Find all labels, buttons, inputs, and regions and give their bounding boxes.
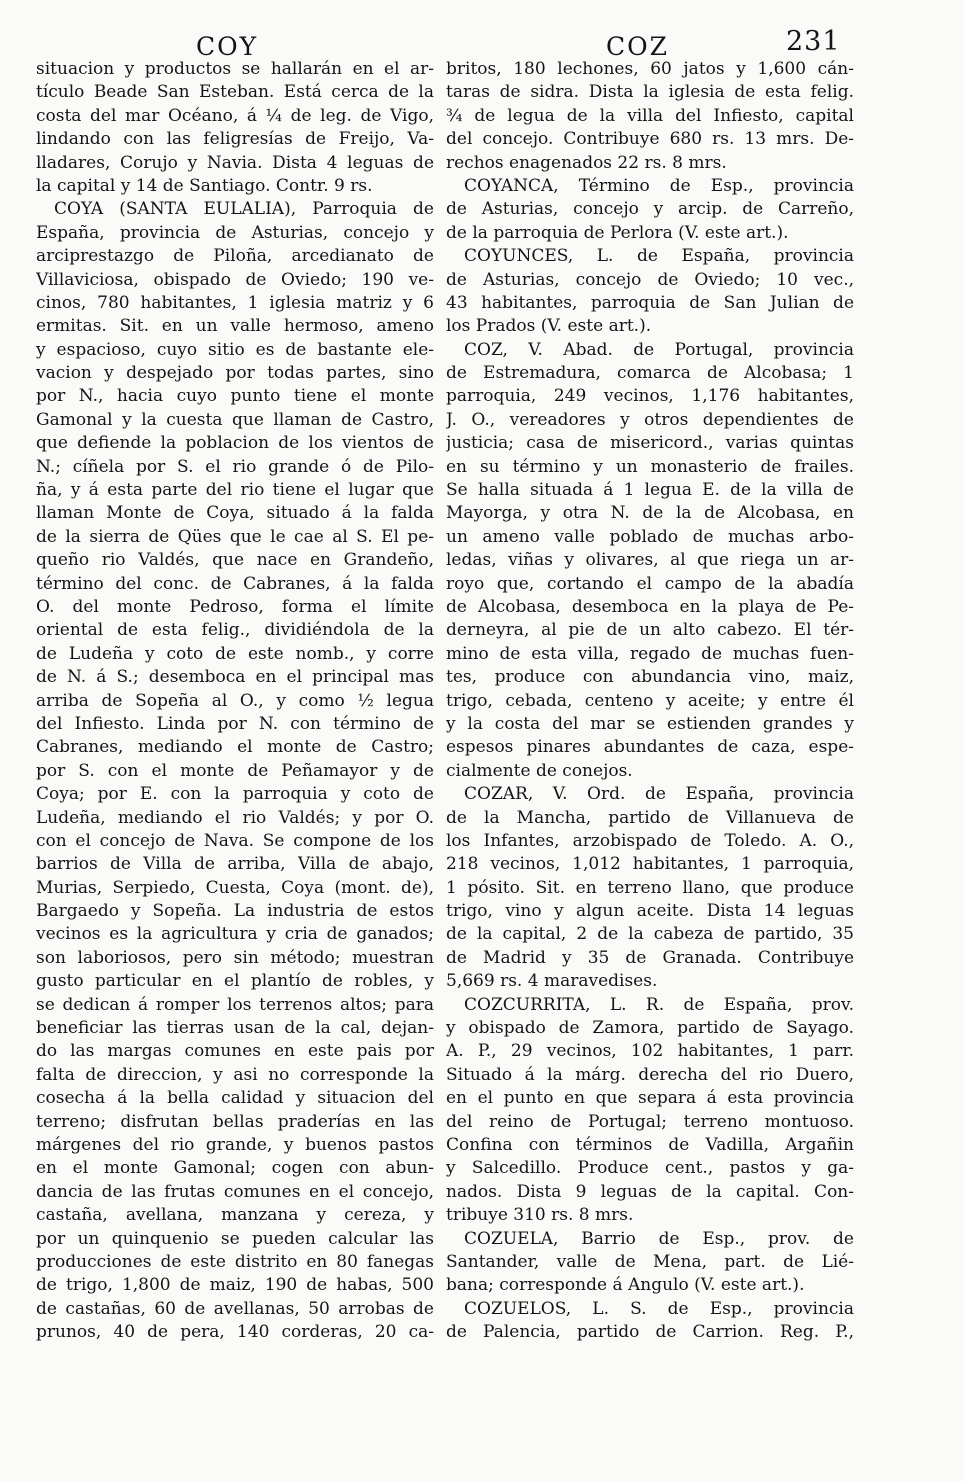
text-line: dancia de las frutas comunes en el concejo, [36, 1181, 434, 1202]
text-line: Confina con términos de Vadilla, Argañin [446, 1134, 854, 1155]
text-line: Bargaedo y Sopeña. La industria de estos [36, 901, 434, 922]
text-line: se dedican á romper los terrenos altos; para [36, 994, 434, 1015]
text-line: costa del mar Océano, á ¼ de leg. de Vigo, [36, 105, 434, 126]
text-line: Villaviciosa, obispado de Oviedo; 190 ve- [36, 269, 434, 290]
text-line: la capital y 14 de Santiago. Contr. 9 rs. [36, 175, 373, 196]
text-line: lladares, Corujo y Navia. Dista 4 leguas de [36, 152, 434, 173]
text-line: castaña, avellana, manzana y cereza, y [36, 1205, 434, 1226]
text-line: cialmente de conejos. [446, 760, 633, 781]
text-line: término del conc. de Cabranes, á la falda [36, 573, 434, 594]
text-line: ledas, viñas y olivares, al que riega un ar- [446, 550, 854, 571]
text-line: los Prados (V. este art.). [446, 316, 652, 337]
text-line: Santander, valle de Mena, part. de Lié- [446, 1251, 854, 1272]
text-line: vacion y despejado por todas partes, sino [36, 363, 434, 384]
text-line: y espacioso, cuyo sitio es de bastante ele- [36, 339, 434, 360]
text-line: COYANCA, Término de Esp., provincia [464, 175, 854, 196]
text-line: falta de direccion, y asi no corresponde la [36, 1064, 434, 1085]
text-line: de la Mancha, partido de Villanueva de [446, 807, 854, 828]
text-line: taras de sidra. Dista la iglesia de esta felig. [446, 82, 854, 103]
text-line: COZCURRITA, L. R. de España, prov. [464, 994, 854, 1015]
text-line: A. P., 29 vecinos, 102 habitantes, 1 parr. [446, 1041, 854, 1062]
text-line: del Infiesto. Linda por N. con término de [36, 713, 434, 734]
text-line: son laboriosos, pero sin método; muestran [36, 947, 434, 968]
text-line: los Infantes, arzobispado de Toledo. A. O., [446, 830, 854, 851]
text-line: de castañas, 60 de avellanas, 50 arrobas de [36, 1298, 434, 1319]
text-line: Situado á la márg. derecha del rio Duero, [446, 1064, 854, 1085]
text-line: justicia; casa de misericord., varias quintas [446, 433, 854, 454]
text-line: del reino de Portugal; terreno montuoso. [446, 1111, 854, 1132]
text-line: trigo, cebada, centeno y aceite; y entre él [446, 690, 854, 711]
text-line: un ameno valle poblado de muchas arbo- [446, 526, 854, 547]
text-line: situacion y productos se hallarán en el ar- [36, 59, 434, 79]
text-line: Ludeña, mediando el rio Valdés; y por O. [36, 807, 434, 828]
text-line: rechos enagenados 22 rs. 8 mrs. [446, 152, 727, 173]
text-line: COZUELA, Barrio de Esp., prov. de [464, 1228, 854, 1249]
text-line: producciones de este distrito en 80 fanegas [36, 1251, 434, 1272]
text-line: del concejo. Contribuye 680 rs. 13 mrs. De- [446, 129, 854, 150]
text-line: de trigo, 1,800 de maiz, 190 de habas, 500 [36, 1275, 434, 1296]
text-line: cosecha á la bella calidad y situacion del [36, 1088, 434, 1109]
text-line: y obispado de Zamora, partido de Sayago. [446, 1018, 854, 1039]
text-line: de Ludeña y coto de este nomb., y corre [36, 643, 434, 664]
text-line: nados. Dista 9 leguas de la capital. Con- [446, 1181, 854, 1202]
text-line: Murias, Serpiedo, Cuesta, Coya (mont. de), [36, 877, 434, 898]
text-line: tribuye 310 rs. 8 mrs. [446, 1205, 634, 1226]
text-line: que defiende la poblacion de los vientos de [36, 433, 434, 454]
text-line: barrios de Villa de arriba, Villa de abajo, [36, 854, 434, 875]
text-line: 1 pósito. Sit. en terreno llano, que produce [446, 877, 854, 898]
text-line: Se halla situada á 1 legua E. de la villa de [446, 480, 854, 501]
text-line: en su término y un monasterio de frailes. [446, 456, 854, 477]
page-number: 231 [786, 26, 841, 57]
text-line: trigo, vino y algun aceite. Dista 14 leguas [446, 901, 854, 922]
text-line: de Madrid y 35 de Granada. Contribuye [446, 947, 854, 968]
text-line: tes, produce con abundancia vino, maiz, [446, 667, 854, 688]
text-line: ermitas. Sit. en un valle hermoso, ameno [36, 316, 434, 337]
text-line: espesos pinares abundantes de caza, espe- [446, 737, 854, 758]
text-line: en el monte Gamonal; cogen con abun- [36, 1158, 434, 1179]
text-line: cinos, 780 habitantes, 1 iglesia matriz y 6 [36, 292, 434, 313]
text-line: mino de esta villa, regado de muchas fuen- [446, 643, 854, 664]
text-line: Mayorga, y otra N. de la de Alcobasa, en [446, 503, 854, 524]
text-line: N.; cíñela por S. el rio grande ó de Pilo- [36, 456, 434, 477]
text-line: de la parroquia de Perlora (V. este art.). [446, 222, 789, 243]
text-line: oriental de esta felig., dividiéndola de la [36, 620, 434, 641]
text-line: por S. con el monte de Peñamayor y de [36, 760, 434, 781]
text-line: queño rio Valdés, que nace en Grandeño, [36, 550, 434, 571]
text-line: Cabranes, mediando el monte de Castro; [36, 737, 434, 758]
text-line: terreno; disfrutan bellas praderías en las [36, 1111, 434, 1132]
text-line: de Estremadura, comarca de Alcobasa; 1 [446, 363, 854, 384]
text-line: ¾ de legua de la villa del Infiesto, capital [446, 105, 854, 126]
text-line: de Asturias, concejo de Oviedo; 10 vec., [446, 269, 854, 290]
left-text-column [36, 58, 434, 1344]
text-line: márgenes del rio grande, y buenos pastos [36, 1134, 434, 1155]
text-line: O. del monte Pedroso, forma el límite [36, 596, 434, 617]
text-line: de la sierra de Qües que le cae al S. El pe- [36, 526, 434, 547]
running-head-left: COY [196, 32, 259, 61]
text-line: do las margas comunes en este pais por [36, 1041, 434, 1062]
text-line: de Palencia, partido de Carrion. Reg. P., [446, 1322, 854, 1343]
text-line: llaman Monte de Coya, situado á la falda [36, 503, 434, 524]
text-line: 218 vecinos, 1,012 habitantes, 1 parroquia, [446, 854, 854, 875]
text-line: COYA (SANTA EULALIA), Parroquia de [54, 199, 434, 220]
text-line: de Asturias, concejo y arcip. de Carreño, [446, 199, 854, 220]
right-text-column [446, 58, 854, 1344]
text-line: de la capital, 2 de la cabeza de partido, 35 [446, 924, 854, 945]
text-line: ña, y á esta parte del rio tiene el lugar que [36, 480, 434, 501]
text-line: J. O., vereadores y otros dependientes de [446, 409, 854, 430]
text-line: parroquia, 249 vecinos, 1,176 habitantes, [446, 386, 854, 407]
text-line: y la costa del mar se estienden grandes y [446, 713, 854, 734]
text-line: Coya; por E. con la parroquia y coto de [36, 784, 434, 805]
text-line: 5,669 rs. 4 maravedises. [446, 971, 658, 992]
text-line: derneyra, al pie de un alto cabezo. El tér- [446, 620, 854, 641]
text-line: arriba de Sopeña al O., y como ½ legua [36, 690, 434, 711]
text-line: arciprestazgo de Piloña, arcedianato de [36, 246, 434, 267]
text-line: COZ, V. Abad. de Portugal, provincia [464, 339, 854, 360]
text-line: por N., hacia cuyo punto tiene el monte [36, 386, 434, 407]
text-line: Gamonal y la cuesta que llaman de Castro, [36, 409, 434, 430]
text-line: por un quinquenio se pueden calcular las [36, 1228, 434, 1249]
text-line: tículo Beade San Esteban. Está cerca de la [36, 82, 434, 103]
text-line: COYUNCES, L. de España, provincia [464, 246, 854, 267]
text-line: España, provincia de Asturias, concejo y [36, 222, 434, 243]
text-line: prunos, 40 de pera, 140 corderas, 20 ca- [36, 1322, 434, 1343]
running-head-right: COZ [606, 32, 669, 61]
text-line: en el punto en que separa á esta provincia [446, 1088, 854, 1109]
text-line: beneficiar las tierras usan de la cal, dejan- [36, 1018, 434, 1039]
text-line: lindando con las feligresías de Freijo, Va- [36, 129, 434, 150]
text-line: de Alcobasa, desemboca en la playa de Pe- [446, 596, 854, 617]
text-line: de N. á S.; desemboca en el principal mas [36, 667, 434, 688]
text-line: britos, 180 lechones, 60 jatos y 1,600 cán- [446, 59, 854, 79]
text-line: bana; corresponde á Angulo (V. este art.). [446, 1275, 805, 1296]
text-line: gusto particular en el plantío de robles, y [36, 971, 434, 992]
text-line: 43 habitantes, parroquia de San Julian de [446, 292, 854, 313]
text-line: royo que, cortando el campo de la abadía [446, 573, 854, 594]
text-line: COZAR, V. Ord. de España, provincia [464, 784, 854, 805]
text-line: COZUELOS, L. S. de Esp., provincia [464, 1298, 854, 1319]
text-line: vecinos es la agricultura y cria de ganados; [36, 924, 434, 945]
text-line: y Salcedillo. Produce cent., pastos y ga- [446, 1158, 854, 1179]
text-line: con el concejo de Nava. Se compone de los [36, 830, 434, 851]
